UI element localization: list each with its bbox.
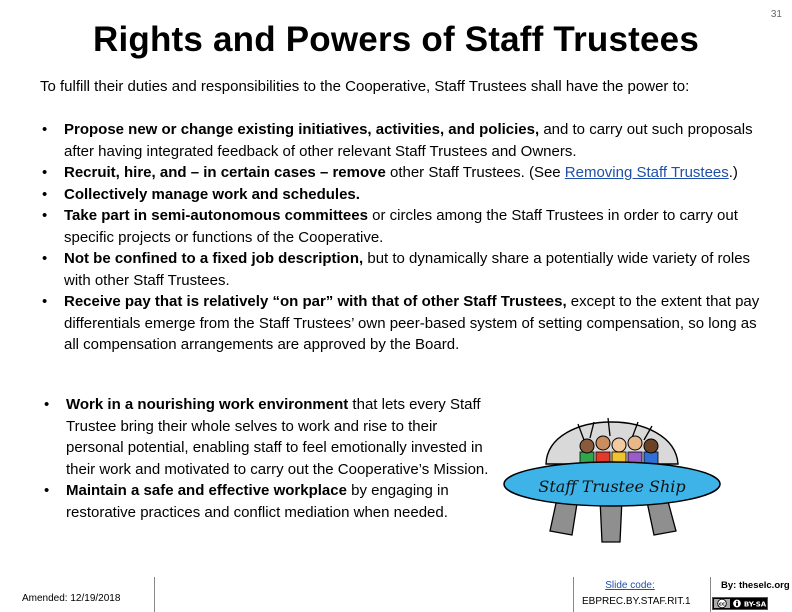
crew-head [580,439,594,453]
bullet-emphasis: Recruit, hire, and – in certain cases – remove [64,164,386,181]
bullet-point: • [42,250,48,267]
bullet-text: but to dynamically share a potentially wide variety of roles with other Staff Trustees. [64,250,751,289]
author-credit: By: theselc.org [721,580,790,591]
bullet-text: except to the extent that pay differentials emerge from the Staff Trustees’ own peer-based system of setting compensation, so long as all compensation arrangements are approved by the Board. [64,293,760,353]
list-item [40,205,765,248]
bullet-text: by engaging in restorative practices and conflict mediation when needed. [66,482,449,521]
slide-code: EBPREC.BY.STAF.RIT.1 [582,596,691,607]
list-item [40,184,765,206]
footer-divider [710,577,711,612]
list-item [42,480,497,523]
staff-trustee-ship-illustration [498,402,728,552]
crew-head [612,438,626,452]
ship-label: Staff Trustee Ship [538,477,686,496]
powers-list [40,119,765,356]
bullet-text-after: .) [728,164,738,181]
person-body-shape [736,603,738,606]
crew-head [644,439,658,453]
bullet-text: and to carry out such proposals after having integrated feedback of other relevant Staff Trustees and Owners. [64,121,753,160]
bullet-point: • [42,185,48,203]
cc-text: cc [719,601,725,608]
bullet-emphasis: Collectively manage work and schedules. [64,185,360,203]
slide-code-label [582,580,678,591]
list-item [40,162,765,184]
footer-divider [573,577,574,612]
crew-head [628,436,642,450]
bullet-point: • [42,164,48,181]
amended-date: Amended: 12/19/2018 [22,593,121,604]
bullet-emphasis: Propose new or change existing initiatives, activities, and policies, [64,121,540,138]
person-head-shape [736,601,738,603]
bullet-text: that lets every Staff Trustee bring their whole selves to work and rise to their personal potential, enabling staff to feel emotionally invested in their work and motivated to carry out the Cooperative’s Mission. [66,396,489,478]
bullet-emphasis: Work in a nourishing work environment [66,396,349,413]
bullet-emphasis: Not be confined to a fixed job description, [64,250,364,267]
list-item [40,248,765,291]
bullet-point: • [42,121,48,138]
bullet-emphasis: Take part in semi-autonomous committees [64,207,368,224]
bullet-point: • [44,396,50,413]
bullet-emphasis: Receive pay that is relatively “on par” with that of other Staff Trustees, [64,293,567,310]
bullet-point: • [42,293,48,310]
cc-license-badge [712,597,768,610]
page-number: 31 [770,9,782,20]
bullet-emphasis: Maintain a safe and effective workplace [66,482,347,499]
bullet-text: other Staff Trustees. (See [385,164,565,181]
removing-staff-trustees-link[interactable]: Removing Staff Trustees [564,164,729,181]
list-item [40,119,765,162]
slide-code-link[interactable]: Slide code: [605,580,655,591]
list-item [42,394,497,480]
bullet-point: • [42,207,48,224]
crew-head [596,436,610,450]
list-item [40,291,765,356]
slide-title: Rights and Powers of Staff Trustees [93,20,699,59]
footer-divider [154,577,155,612]
workplace-list [42,394,497,523]
bullet-point: • [44,482,50,499]
license-text: BY-SA [743,600,767,609]
intro-paragraph: To fulfill their duties and responsibilities to the Cooperative, Staff Trustees shall have the power to: [40,78,690,95]
bullet-text: or circles among the Staff Trustees in order to carry out specific projects or functions of the Cooperative. [64,207,738,246]
